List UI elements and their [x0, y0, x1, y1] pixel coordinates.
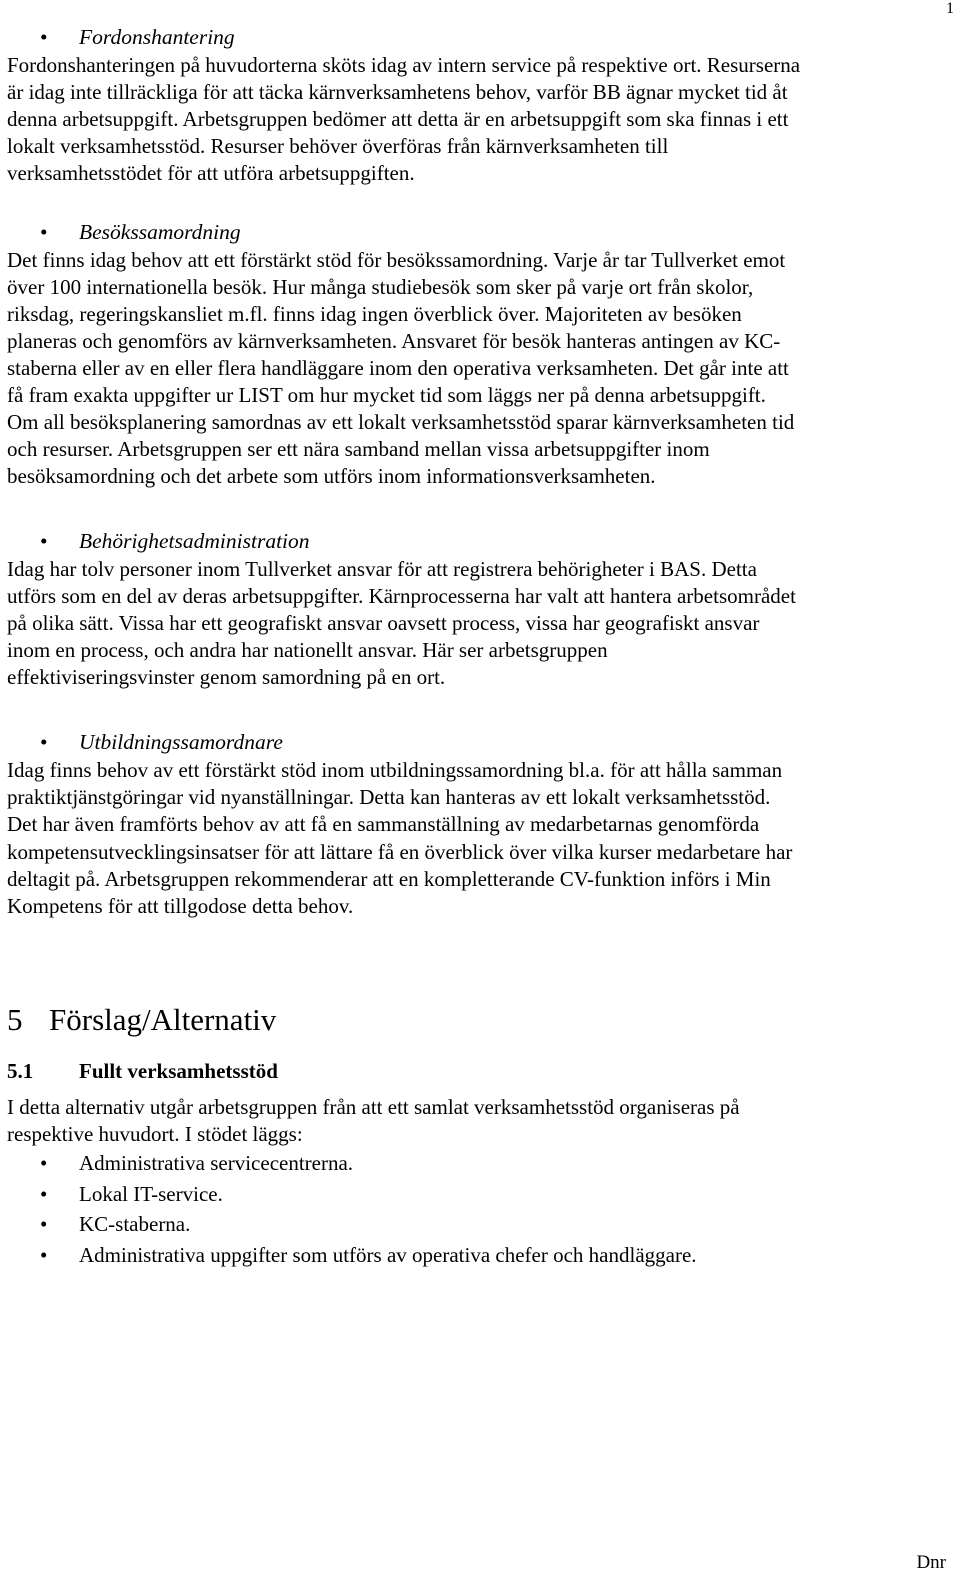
- list-item: [7, 1179, 945, 1210]
- footer-dnr: Dnr: [916, 1552, 946, 1573]
- section-heading-fordonshantering: [7, 22, 945, 52]
- section-paragraph: Det finns idag behov att ett förstärkt stöd för besökssamordning. Varje år tar Tullverket emot över 100 internationella besök. Hur många studiebesök som sker på varje ort från skolor, riksdag, regeringskansliet m.fl. finns idag ingen överblick över. Majoriteten av besöken planeras och genomförs av kärnverksamheten. Ansvaret för besök hanteras antingen av KC- staberna eller av en eller flera handläggare inom den operativa verksamheten. Det går inte att få fram exakta uppgifter ur LIST om hur mycket tid som läggs ner på denna arbetsuppgift. Om all besöksplanering samordnas av ett lokalt verksamhetsstöd sparar kärnverksamheten tid och resurser. Arbetsgruppen ser ett nära samband mellan vissa arbetsuppgifter inom besöksamordning och det arbete som utförs inom informationsverksamheten.: [7, 248, 795, 488]
- section-paragraph: Idag finns behov av ett förstärkt stöd inom utbildningssamordning bl.a. för att hålla samman praktiktjänstgöringar vid nyanställningar. Detta kan hanteras av ett lokalt verksamhetsstöd. Det har även framförts behov av att få en sammanställning av medarbetarnas genomförda kompetensutvecklingsinsatser för att lättare få en överblick över vilka kurser medarbetare har deltagit på. Arbetsgruppen rekommenderar att en kompletterande CV-funktion införs i Min Kompetens för att tillgodose detta behov.: [7, 758, 793, 919]
- bullet-icon: •: [40, 25, 48, 49]
- section-paragraph: Idag har tolv personer inom Tullverket ansvar för att registrera behörigheter i BAS. Detta utförs som en del av deras arbetsuppgifter. Kärnprocesserna har valt att hantera arbetsområdet på olika sätt. Vissa har ett geografiskt ansvar oavsett process, vissa har geografiskt ansvar inom en process, och andra har nationellt ansvar. Här ser arbetsgruppen effektiviseringsvinster genom samordning på en ort.: [7, 557, 796, 689]
- subsection-number: 5.1: [7, 1059, 34, 1084]
- bullet-icon: •: [40, 220, 48, 244]
- section-heading-utbildningssamordnare: [7, 727, 945, 757]
- section-title: Utbildningssamordnare: [79, 730, 283, 754]
- section-heading-behorighetsadministration: [7, 526, 945, 556]
- section-title: Behörighetsadministration: [79, 529, 310, 553]
- chapter-heading: [7, 1000, 945, 1040]
- subsection-title: Fullt verksamhetsstöd: [79, 1059, 278, 1084]
- bullet-icon: •: [40, 1181, 48, 1206]
- list-item-text: Administrativa uppgifter som utförs av operativa chefer och handläggare.: [79, 1242, 697, 1267]
- bullet-icon: •: [40, 529, 48, 553]
- chapter-number: 5: [7, 1002, 23, 1038]
- bullet-icon: •: [40, 730, 48, 754]
- chapter-title: Förslag/Alternativ: [49, 1002, 277, 1038]
- list-item: [7, 1209, 945, 1240]
- document-body: [7, 22, 945, 1270]
- list-item: [7, 1240, 945, 1271]
- bullet-icon: •: [40, 1212, 48, 1237]
- list-item: [7, 1148, 945, 1179]
- subsection-heading: [7, 1056, 945, 1086]
- section-title: Fordonshantering: [79, 25, 235, 49]
- section-paragraph: Fordonshanteringen på huvudorterna sköts idag av intern service på respektive ort. Resurserna är idag inte tillräckliga för att täcka kärnverksamhetens behov, varför BB ägnar mycket tid åt denna arbetsuppgift. Arbetsgruppen bedömer att detta är en arbetsuppgift som ska finnas i ett lokalt verksamhetsstöd. Resurser behöver överföras från kärnverksamheten till verksamhetsstödet för att utföra arbetsuppgiften.: [7, 53, 801, 185]
- list-item-text: Administrativa servicecentrerna.: [79, 1151, 354, 1176]
- bullet-icon: •: [40, 1242, 48, 1267]
- bullet-list: [7, 1148, 945, 1270]
- section-heading-besokssamordning: [7, 217, 945, 247]
- bullet-icon: •: [40, 1151, 48, 1176]
- list-item-text: Lokal IT-service.: [79, 1181, 223, 1206]
- section-title: Besökssamordning: [79, 220, 241, 244]
- list-item-text: KC-staberna.: [79, 1212, 191, 1237]
- page-number: 1: [946, 0, 954, 17]
- subsection-paragraph: I detta alternativ utgår arbetsgruppen från att ett samlat verksamhetsstöd organiseras på respektive huvudort. I stödet läggs:: [7, 1095, 740, 1147]
